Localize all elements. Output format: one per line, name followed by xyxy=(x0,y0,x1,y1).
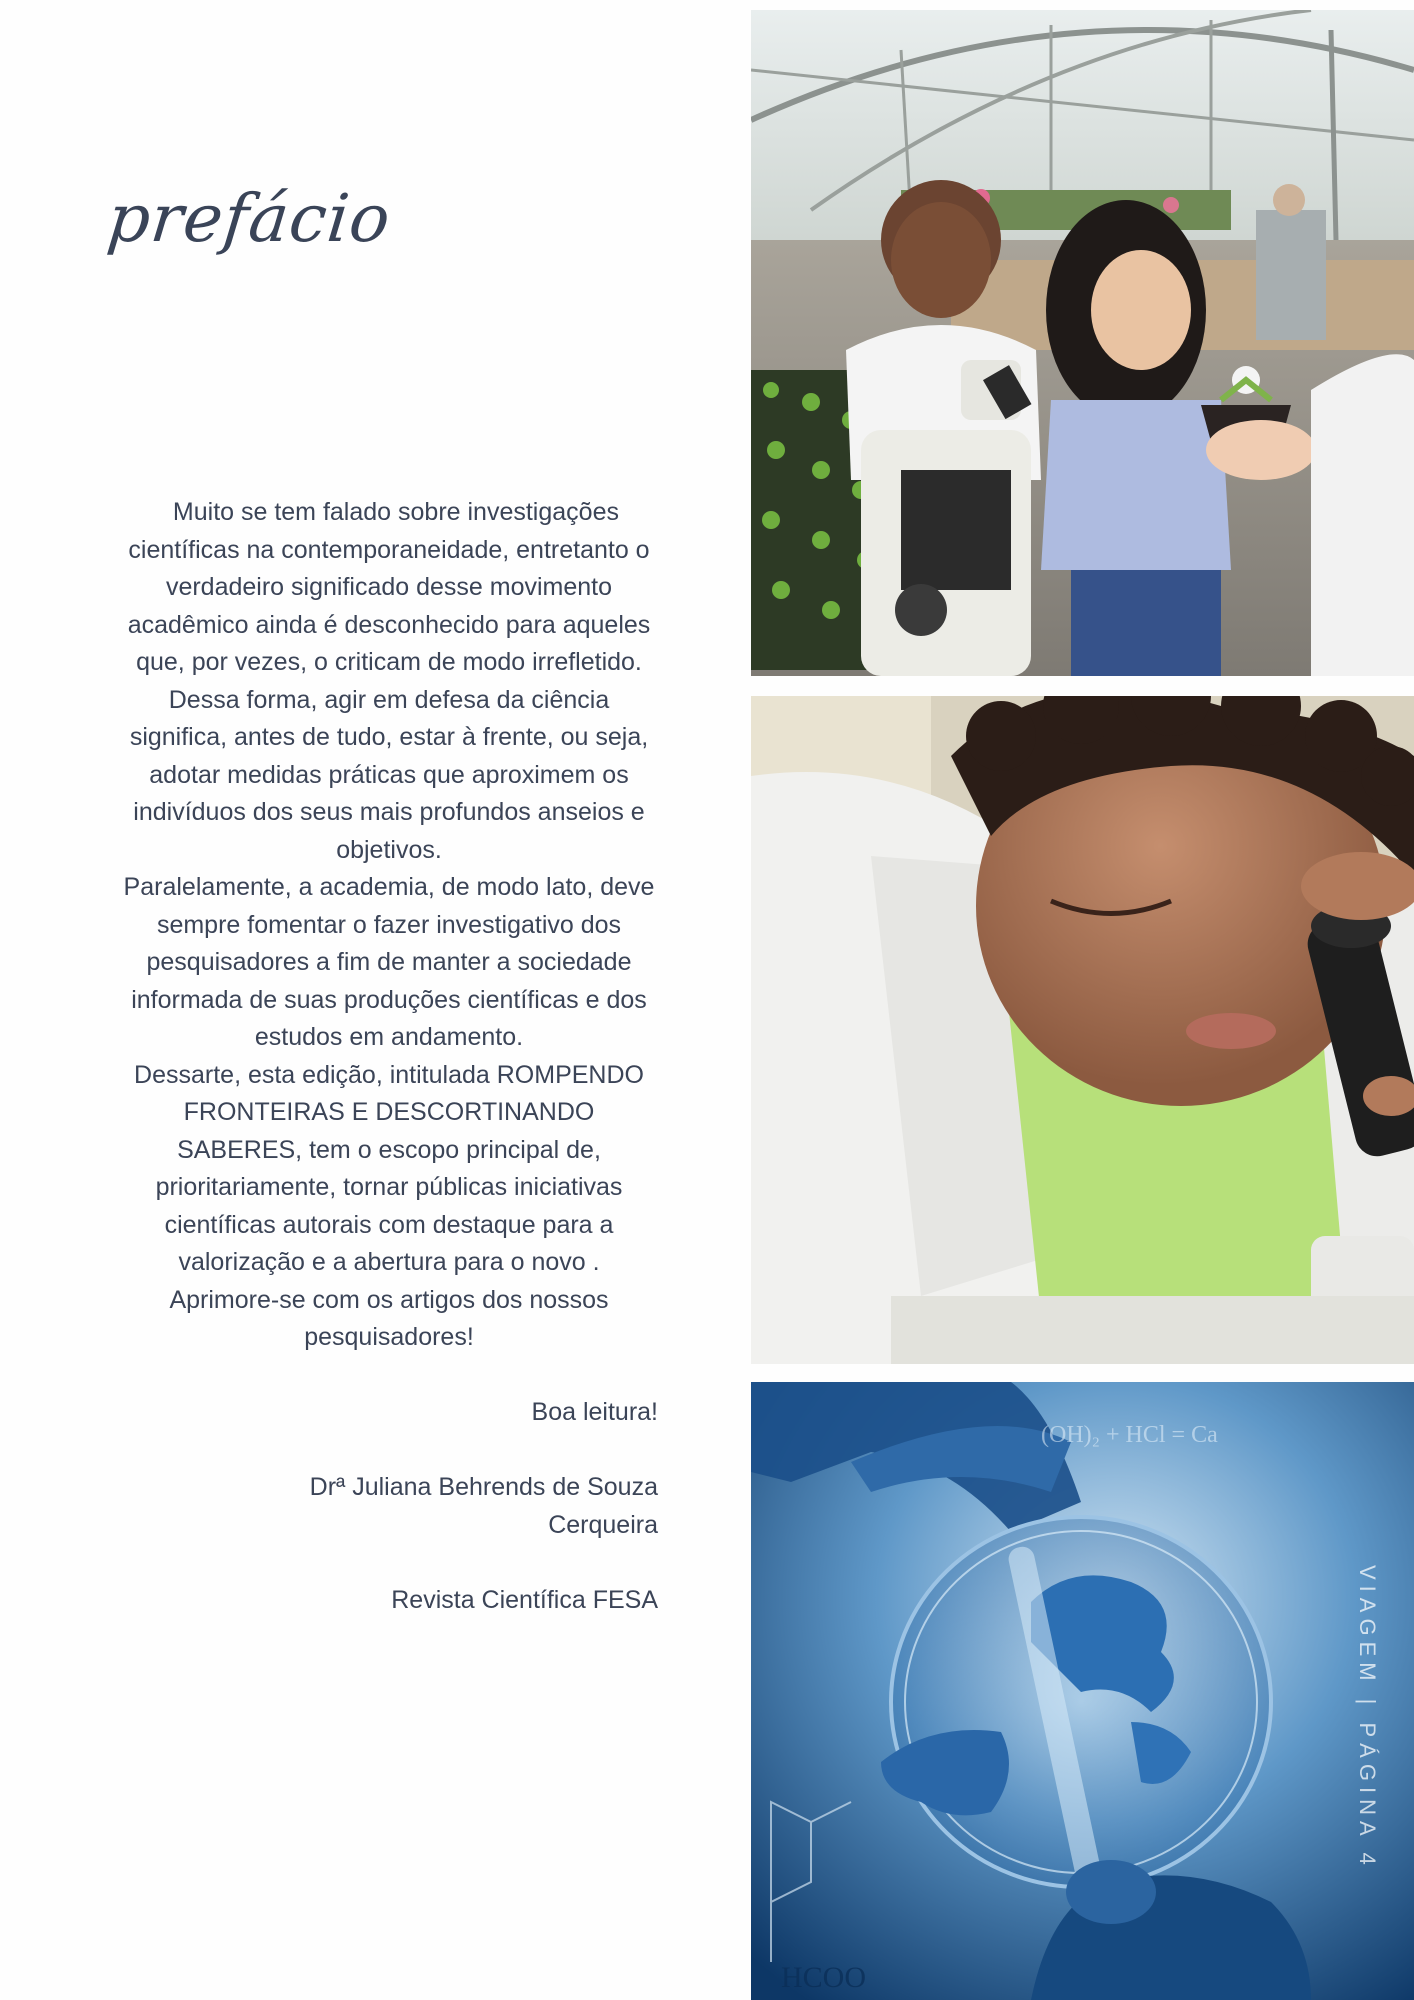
preface-paragraph-4: Dessarte, esta edição, intitulada ROMPENDO FRONTEIRAS E DESCORTINANDO SABERES, tem o escopo principal de, prioritariamente, tornar públicas iniciativas científicas autorais com destaque para a valorização e a abertura para o novo . xyxy=(134,1060,644,1276)
preface-paragraph-2: Dessa forma, agir em defesa da ciência significa, antes de tudo, estar à frente, ou seja, adotar medidas práticas que aproximem os indivíduos dos seus mais profundos anseios e objetivos. xyxy=(129,685,649,864)
author-name: Drª Juliana Behrends de Souza Cerqueira xyxy=(309,1473,658,1539)
svg-text:(OH)₂ + HCl = Ca: (OH)₂ + HCl = Ca xyxy=(1041,1422,1218,1448)
preface-paragraph-3: Paralelamente, a academia, de modo lato, deve sempre fomentar o fazer investigativo dos pesquisadores a fim de manter a sociedade informada de suas produções científicas e dos estudos em andamento. xyxy=(123,873,655,1051)
boy-looking-through-microscope-photo xyxy=(751,696,1414,1364)
preface-body xyxy=(120,494,658,1619)
svg-text:HCOO: HCOO xyxy=(781,1961,867,1994)
preface-paragraph-1: Muito se tem falado sobre investigações científicas na contemporaneidade, entretanto o verdadeiro significado desse movimento acadêmico ainda é desconhecido para aqueles que, por vezes, o criticam de modo irrefletido. xyxy=(127,498,651,676)
closing-text: Boa leitura! xyxy=(531,1398,658,1426)
page-title: prefácio xyxy=(103,180,395,257)
petri-dish-world-map-photo xyxy=(751,1382,1414,2000)
preface-paragraph-5: Aprimore-se com os artigos dos nossos pesquisadores! xyxy=(169,1285,609,1351)
children-greenhouse-microscope-photo xyxy=(751,10,1414,676)
publication-name: Revista Científica FESA xyxy=(391,1585,658,1614)
page-label: VIAGEM | PÁGINA 4 xyxy=(1355,1565,1380,1871)
